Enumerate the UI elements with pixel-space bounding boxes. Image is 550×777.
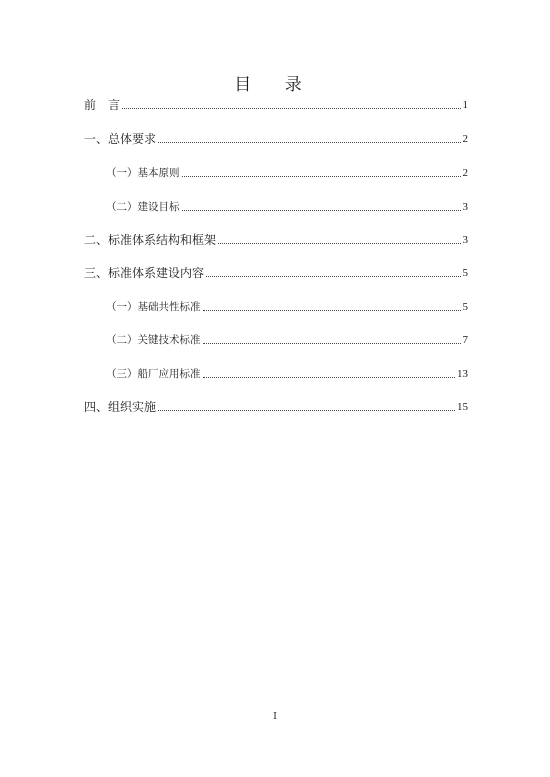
- dot-leader: [218, 242, 460, 244]
- toc-entry-label: （二）建设目标: [106, 201, 180, 213]
- dot-leader: [158, 409, 455, 411]
- toc-entry-page: 3: [462, 201, 468, 213]
- toc-entry-label: （一）基本原则: [106, 167, 180, 179]
- toc-entry-label: （一）基础共性标准: [106, 301, 201, 313]
- toc-entry-implementation[interactable]: [84, 398, 468, 414]
- toc-entry-foreword[interactable]: [84, 96, 468, 112]
- toc-entry-structure-framework[interactable]: [84, 231, 468, 247]
- toc-entry-label: 一、总体要求: [84, 132, 157, 146]
- toc-entry-basic-principles[interactable]: [106, 164, 468, 180]
- toc-entry-page: 5: [462, 267, 468, 279]
- toc-entry-label: （三）船厂应用标准: [106, 368, 201, 380]
- dot-leader: [158, 141, 460, 143]
- dot-leader: [122, 107, 460, 109]
- toc-entry-basic-common-standards[interactable]: [106, 298, 468, 314]
- toc-entry-page: 2: [462, 167, 468, 179]
- toc-entry-page: 2: [462, 133, 468, 145]
- toc-entry-page: 15: [457, 401, 468, 413]
- dot-leader: [203, 342, 461, 344]
- toc-title: 目 录: [234, 75, 316, 95]
- toc-entry-label: 二、标准体系结构和框架: [84, 233, 217, 247]
- dot-leader: [182, 209, 461, 211]
- toc-entry-general-requirements[interactable]: [84, 130, 468, 146]
- toc-entry-shipyard-application-standards[interactable]: [106, 365, 468, 381]
- page-number-footer: I: [273, 712, 277, 722]
- toc-entry-label: 四、组织实施: [84, 400, 157, 414]
- toc-entry-construction-goals[interactable]: [106, 198, 468, 214]
- toc-entry-page: 13: [457, 368, 468, 380]
- toc-entry-page: 7: [462, 334, 468, 346]
- dot-leader: [206, 275, 460, 277]
- toc-entry-page: 3: [462, 234, 468, 246]
- dot-leader: [182, 175, 461, 177]
- toc-entry-key-technology-standards[interactable]: [106, 331, 468, 347]
- toc-entry-label: （二）关键技术标准: [106, 334, 201, 346]
- toc-entry-label: 前 言: [84, 98, 121, 112]
- dot-leader: [203, 376, 456, 378]
- toc-entry-construction-content[interactable]: [84, 264, 468, 280]
- toc-entry-label: 三、标准体系建设内容: [84, 266, 205, 280]
- toc-entry-page: 5: [462, 301, 468, 313]
- dot-leader: [203, 309, 461, 311]
- toc-entry-page: 1: [462, 99, 468, 111]
